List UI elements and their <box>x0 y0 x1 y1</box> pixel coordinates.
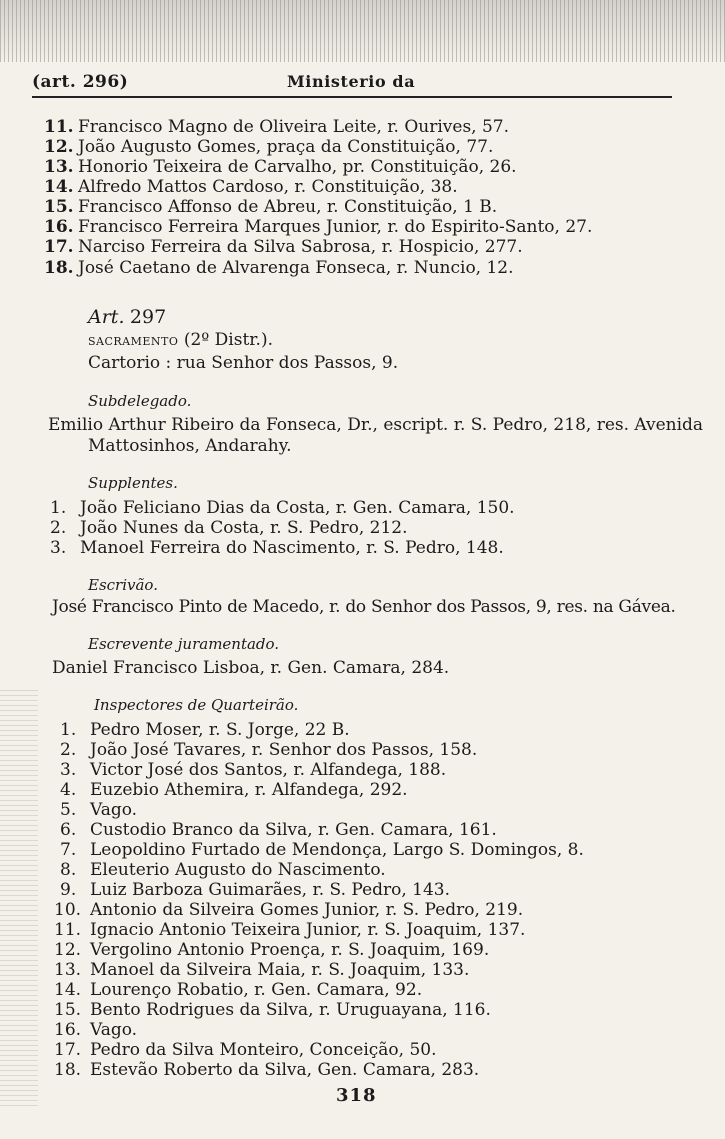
list-item: 9. Luiz Barboza Guimarães, r. S. Pedro, 143. <box>60 880 451 900</box>
list-item: 16. Francisco Ferreira Marques Junior, r. do Espirito-Santo, 27. <box>44 217 593 237</box>
list-item: 15. Francisco Affonso de Abreu, r. Constituição, 1 B. <box>44 197 498 217</box>
list-item: 11. Francisco Magno de Oliveira Leite, r. Ourives, 57. <box>44 117 510 137</box>
list-item: 4. Euzebio Athemira, r. Alfandega, 292. <box>60 780 408 800</box>
escrivao-line: José Francisco Pinto de Macedo, r. do Senhor dos Passos, 9, res. na Gávea. <box>52 597 676 617</box>
list-item: 3. Manoel Ferreira do Nascimento, r. S. Pedro, 148. <box>50 538 504 558</box>
subdelegado-line-2: Mattosinhos, Andarahy. <box>88 436 292 456</box>
page-header <box>32 70 672 98</box>
header-title: Ministerio da <box>287 72 416 91</box>
list-item: 8. Eleuterio Augusto do Nascimento. <box>60 860 386 880</box>
list-item: 12. João Augusto Gomes, praça da Constituição, 77. <box>44 137 494 157</box>
list-item: 16. Vago. <box>54 1020 138 1040</box>
list-item: 2. João José Tavares, r. Senhor dos Passos, 158. <box>60 740 478 760</box>
list-item: 17. Narciso Ferreira da Silva Sabrosa, r. Hospicio, 277. <box>44 237 523 257</box>
list-item: 14. Alfredo Mattos Cardoso, r. Constituição, 38. <box>44 177 458 197</box>
list-item: 5. Vago. <box>60 800 138 820</box>
list-item: 18. Estevão Roberto da Silva, Gen. Camara, 283. <box>54 1060 480 1080</box>
scan-noise-left <box>0 690 38 1110</box>
list-item: 12. Vergolino Antonio Proença, r. S. Joaquim, 169. <box>54 940 490 960</box>
supplentes-heading: Supplentes. <box>88 474 178 492</box>
inspectores-heading: Inspectores de Quarteirão. <box>94 696 299 714</box>
list-item: 2. João Nunes da Costa, r. S. Pedro, 212. <box>50 518 408 538</box>
list-item: 1. Pedro Moser, r. S. Jorge, 22 B. <box>60 720 350 740</box>
list-item: 10. Antonio da Silveira Gomes Junior, r. S. Pedro, 219. <box>54 900 524 920</box>
scan-noise-top <box>0 0 725 62</box>
list-item: 1. João Feliciano Dias da Costa, r. Gen. Camara, 150. <box>50 498 515 518</box>
list-item: 7. Leopoldino Furtado de Mendonça, Largo S. Domingos, 8. <box>60 840 584 860</box>
list-item: 11. Ignacio Antonio Teixeira Junior, r. S. Joaquim, 137. <box>54 920 526 940</box>
district-line: SACRAMENTO (2º Distr.). <box>88 330 273 350</box>
escrevente-heading: Escrevente juramentado. <box>88 635 280 653</box>
list-item: 15. Bento Rodrigues da Silva, r. Uruguayana, 116. <box>54 1000 491 1020</box>
page-number: 318 <box>336 1085 377 1106</box>
subdelegado-heading: Subdelegado. <box>88 392 192 410</box>
article-heading: Art. 297 <box>88 306 167 328</box>
list-item: 13. Manoel da Silveira Maia, r. S. Joaquim, 133. <box>54 960 470 980</box>
list-item: 18. José Caetano de Alvarenga Fonseca, r. Nuncio, 12. <box>44 258 514 278</box>
header-article-ref: (art. 296) <box>32 72 129 92</box>
subdelegado-line-1: Emilio Arthur Ribeiro da Fonseca, Dr., escript. r. S. Pedro, 218, res. Avenida <box>48 415 704 435</box>
list-item: 14. Lourenço Robatio, r. Gen. Camara, 92. <box>54 980 423 1000</box>
escrevente-line: Daniel Francisco Lisboa, r. Gen. Camara, 284. <box>52 658 450 678</box>
cartorio-line: Cartorio : rua Senhor dos Passos, 9. <box>88 353 399 373</box>
list-item: 3. Victor José dos Santos, r. Alfandega, 188. <box>60 760 447 780</box>
list-item: 6. Custodio Branco da Silva, r. Gen. Camara, 161. <box>60 820 497 840</box>
list-item: 17. Pedro da Silva Monteiro, Conceição, 50. <box>54 1040 437 1060</box>
escrivao-heading: Escrivão. <box>88 576 158 594</box>
list-item: 13. Honorio Teixeira de Carvalho, pr. Constituição, 26. <box>44 157 517 177</box>
